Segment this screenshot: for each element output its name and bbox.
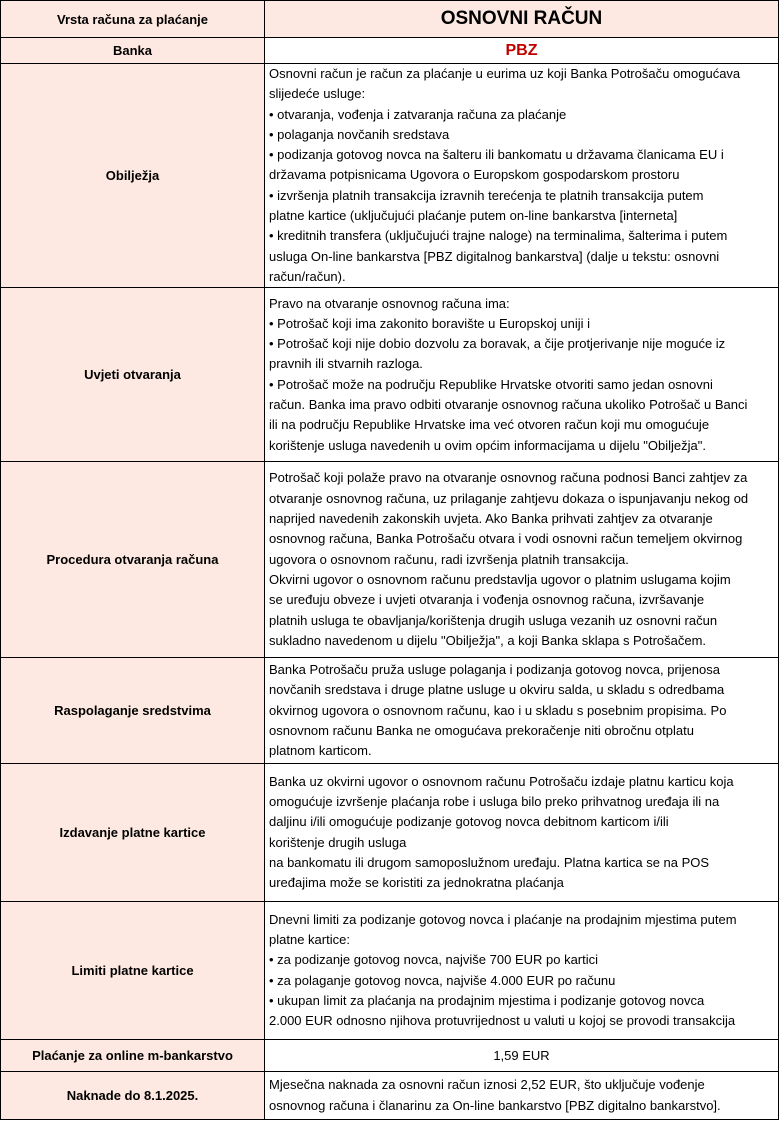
- text-line: omogućuje izvršenje plaćanja robe i usluga bilo preko prihvatnog uređaja ili na: [269, 794, 720, 810]
- text-line: • izvršenja platnih transakcija izravnih terećenja te platnih transakcija putem: [269, 187, 704, 203]
- row-label: Uvjeti otvaranja: [1, 288, 265, 462]
- text-line: pravnih ili stvarnih razloga.: [269, 356, 423, 372]
- text-line: osnovnog računa i članarinu za On-line bankarstvo [PBZ digitalno bankarstvo].: [269, 1097, 721, 1113]
- text-line: se uređuju obveze i uvjeti otvaranja i vođenja osnovnog računa, izvršavanje: [269, 592, 705, 608]
- text-line: državama potpisnicama Ugovora o Europskom gospodarskom prostoru: [269, 167, 680, 183]
- text-line: • za podizanje gotovog novca, najviše 700 EUR po kartici: [269, 952, 599, 968]
- text-line: Banka Potrošaču pruža usluge polaganja i podizanja gotovog novca, prijenosa: [269, 662, 720, 678]
- text-line: • za polaganje gotovog novca, najviše 4.000 EUR po računu: [269, 972, 616, 988]
- text-line: račun/račun).: [269, 268, 346, 284]
- text-line: platne kartice (uključujući plaćanje putem on-line bankarstva [interneta]: [269, 208, 678, 224]
- header-left: Vrsta računa za plaćanje: [1, 1, 265, 38]
- text-line: Potrošač koji polaže pravo na otvaranje osnovnog računa podnosi Banci zahtjev za: [269, 470, 748, 486]
- text-line: Dnevni limiti za podizanje gotovog novca i plaćanje na prodajnim mjestima putem: [269, 911, 737, 927]
- row-obiljezja: [1, 64, 779, 288]
- header-row: [1, 1, 779, 38]
- row-uvjeti-otvaranja: [1, 288, 779, 462]
- text-line: platnom karticom.: [269, 743, 372, 759]
- text-line: Osnovni račun je račun za plaćanje u eurima uz koji Banka Potrošaču omogućava: [269, 66, 741, 81]
- text-line: na bankomatu ili drugom samoposlužnom uređaju. Platna kartica se na POS: [269, 855, 710, 871]
- row-content: [265, 902, 779, 1040]
- text-line: korištenje drugih usluga: [269, 834, 407, 850]
- row-online-bankarstvo: [1, 1040, 779, 1072]
- text-line: novčanih sredstava i druge platne usluge u okviru salda, u skladu s odredbama: [269, 682, 725, 698]
- row-label: Limiti platne kartice: [1, 902, 265, 1040]
- text-line: Mjesečna naknada za osnovni račun iznosi 2,52 EUR, što uključuje vođenje: [269, 1077, 705, 1093]
- text-line: daljinu i/ili omogućuje podizanje gotovog novca debitnom karticom i/ili: [269, 814, 669, 830]
- row-izdavanje-kartice: [1, 764, 779, 902]
- text-line: • kreditnih transfera (uključujući trajne naloge) na terminalima, šalterima i putem: [269, 228, 728, 244]
- text-line: osnovnog računa, Banka Potrošaču otvara i vodi osnovni račun temeljem okvirnog: [269, 531, 743, 547]
- row-raspolaganje-sredstvima: [1, 658, 779, 764]
- text-line: • Potrošač može na području Republike Hrvatske otvoriti samo jedan osnovni: [269, 376, 713, 392]
- text-line: ugovora o osnovnom računu, radi izvršenja platnih transakcija.: [269, 551, 629, 567]
- text-line: • podizanja gotovog novca na šalteru ili bankomatu u državama članicama EU i: [269, 147, 724, 163]
- text-line: ili na području Republike Hrvatske ima već otvoren račun koji mu omogućuje: [269, 417, 710, 433]
- bank-value: PBZ: [265, 38, 779, 64]
- text-line: • ukupan limit za plaćanja na prodajnim mjestima i podizanje gotovog novca: [269, 993, 705, 1009]
- text-line: Okvirni ugovor o osnovnom računu predstavlja ugovor o platnim uslugama kojim: [269, 571, 731, 587]
- text-line: • otvaranja, vođenja i zatvaranja računa za plaćanje: [269, 106, 567, 122]
- text-line: • Potrošač koji ima zakonito boravište u Europskoj uniji i: [269, 315, 591, 331]
- row-content: [265, 764, 779, 902]
- row-label: Izdavanje platne kartice: [1, 764, 265, 902]
- row-label: Procedura otvaranja računa: [1, 462, 265, 658]
- row-label: Plaćanje za online m-bankarstvo: [1, 1040, 265, 1072]
- text-line: platnih usluga te obavljanja/korištenja drugih usluga vezanih uz osnovni račun: [269, 612, 718, 628]
- row-content: [265, 1040, 779, 1072]
- row-content: [265, 658, 779, 764]
- row-content: [265, 64, 779, 288]
- text-line: korištenje usluga navedenih u ovim općim informacijama u dijelu "Obilježja".: [269, 437, 706, 453]
- row-content: [265, 1072, 779, 1120]
- text-line: slijedeće usluge:: [269, 86, 366, 102]
- text-line: račun. Banka ima pravo odbiti otvaranje osnovnog računa ukoliko Potrošač u Banci: [269, 397, 748, 413]
- row-label: Obilježja: [1, 64, 265, 288]
- bank-label: Banka: [1, 38, 265, 64]
- row-naknade: [1, 1072, 779, 1120]
- text-line: okvirnog ugovora o osnovnom računu, kao i u skladu s posebnim propisima. Po: [269, 702, 727, 718]
- row-content: [265, 462, 779, 658]
- row-label: Raspolaganje sredstvima: [1, 658, 265, 764]
- text-line: naprijed navedenih zakonskih uvjeta. Ako Banka prihvati zahtjev za otvaranje: [269, 511, 713, 527]
- text-line: 2.000 EUR odnosno njihova protuvrijednost u valuti u kojoj se provodi transakcija: [269, 1013, 736, 1029]
- row-label: Naknade do 8.1.2025.: [1, 1072, 265, 1120]
- text-line: Pravo na otvaranje osnovnog računa ima:: [269, 295, 510, 311]
- text-line: Banka uz okvirni ugovor o osnovnom računu Potrošaču izdaje platnu karticu koja: [269, 773, 734, 789]
- row-content: [265, 288, 779, 462]
- text-line: uređajima može se koristiti za jednokratna plaćanja: [269, 875, 564, 891]
- fee-value: 1,59 EUR: [493, 1047, 550, 1063]
- row-limiti-kartice: [1, 902, 779, 1040]
- text-line: usluga On-line bankarstva [PBZ digitalnog bankarstva] (dalje u tekstu: osnovni: [269, 248, 720, 264]
- text-line: otvaranje osnovnog računa, uz prilaganje zahtjevu dokaza o ispunjavanju nekog od: [269, 490, 749, 506]
- row-procedura-otvaranja: [1, 462, 779, 658]
- text-line: platne kartice:: [269, 932, 350, 948]
- text-line: sukladno navedenom u dijelu "Obilježja", a koji Banka sklapa s Potrošačem.: [269, 632, 707, 648]
- bank-row: [1, 38, 779, 64]
- header-title: OSNOVNI RAČUN: [265, 1, 779, 38]
- text-line: • Potrošač koji nije dobio dozvolu za boravak, a čije protjerivanje nije moguće iz: [269, 336, 726, 352]
- text-line: osnovnom računu Banka ne omogućava prekoračenje niti obročnu otplatu: [269, 722, 694, 738]
- text-line: • polaganja novčanih sredstava: [269, 126, 450, 142]
